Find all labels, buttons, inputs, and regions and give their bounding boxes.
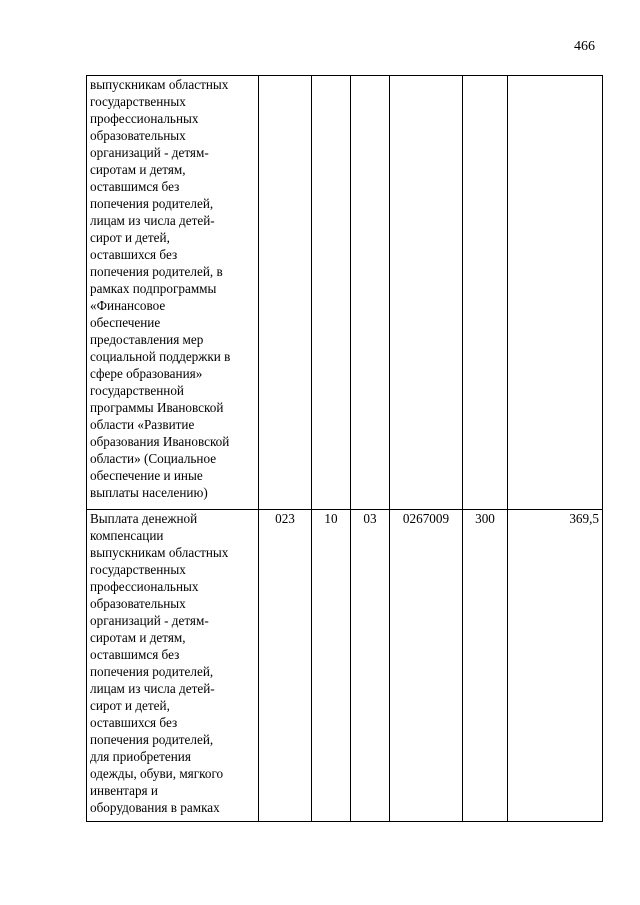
table-row: [87, 510, 603, 822]
name-line: оставшихся без: [90, 247, 178, 262]
section-code-cell: [312, 76, 351, 510]
name-line: сирот и детей,: [90, 698, 170, 713]
name-line: инвентаря и: [90, 783, 158, 798]
name-line: организаций - детям-: [90, 145, 209, 160]
name-line: лицам из числа детей-: [90, 681, 215, 696]
name-line: выпускникам областных: [90, 545, 229, 560]
name-line: государственной: [90, 383, 184, 398]
name-line: программы Ивановской: [90, 400, 224, 415]
page-number: 466: [574, 39, 595, 54]
target-code-cell: [390, 76, 463, 510]
section-code-cell: 10: [312, 510, 351, 822]
name-line: государственных: [90, 562, 186, 577]
row-name-cell: [87, 510, 259, 822]
name-line: профессиональных: [90, 111, 199, 126]
name-line: попечения родителей,: [90, 664, 214, 679]
name-line: сиротам и детям,: [90, 630, 186, 645]
name-line: обеспечение: [90, 315, 161, 330]
subsection-code-cell: [351, 76, 390, 510]
target-code-cell: 0267009: [390, 510, 463, 822]
ministry-code-cell: [259, 76, 312, 510]
name-line: предоставления мер: [90, 332, 204, 347]
row-name-cell: [87, 76, 259, 510]
expense-type-cell: 300: [463, 510, 508, 822]
name-line: рамках подпрограммы: [90, 281, 217, 296]
name-line: «Финансовое: [90, 298, 166, 313]
name-line: сирот и детей,: [90, 230, 170, 245]
name-line: государственных: [90, 94, 186, 109]
budget-table: [86, 75, 603, 822]
name-line: образовательных: [90, 128, 186, 143]
ministry-code-cell: 023: [259, 510, 312, 822]
name-line: обеспечение и иные: [90, 468, 203, 483]
name-line: образовательных: [90, 596, 186, 611]
name-line: оставшихся без: [90, 715, 178, 730]
name-line: выпускникам областных: [90, 77, 229, 92]
name-line: сфере образования»: [90, 366, 203, 381]
name-line: оставшимся без: [90, 179, 180, 194]
subsection-code-cell: 03: [351, 510, 390, 822]
name-line: области «Развитие: [90, 417, 195, 432]
name-line: оборудования в рамках: [90, 800, 220, 815]
name-line: компенсации: [90, 528, 164, 543]
name-line: попечения родителей,: [90, 732, 214, 747]
amount-cell: 369,5: [508, 510, 603, 822]
name-line: образования Ивановской: [90, 434, 230, 449]
name-line: выплаты населению): [90, 485, 208, 500]
expense-type-cell: [463, 76, 508, 510]
name-line: для приобретения: [90, 749, 191, 764]
row-name-text: [90, 510, 255, 816]
amount-cell: [508, 76, 603, 510]
name-line: сиротам и детям,: [90, 162, 186, 177]
name-line: области» (Социальное: [90, 451, 217, 466]
name-line: попечения родителей,: [90, 196, 214, 211]
name-line: профессиональных: [90, 579, 199, 594]
table-row: [87, 76, 603, 510]
name-line: Выплата денежной: [90, 511, 198, 526]
name-line: оставшимся без: [90, 647, 180, 662]
row-name-text: [90, 76, 255, 501]
name-line: одежды, обуви, мягкого: [90, 766, 224, 781]
name-line: попечения родителей, в: [90, 264, 223, 279]
name-line: организаций - детям-: [90, 613, 209, 628]
name-line: социальной поддержки в: [90, 349, 231, 364]
name-line: лицам из числа детей-: [90, 213, 215, 228]
